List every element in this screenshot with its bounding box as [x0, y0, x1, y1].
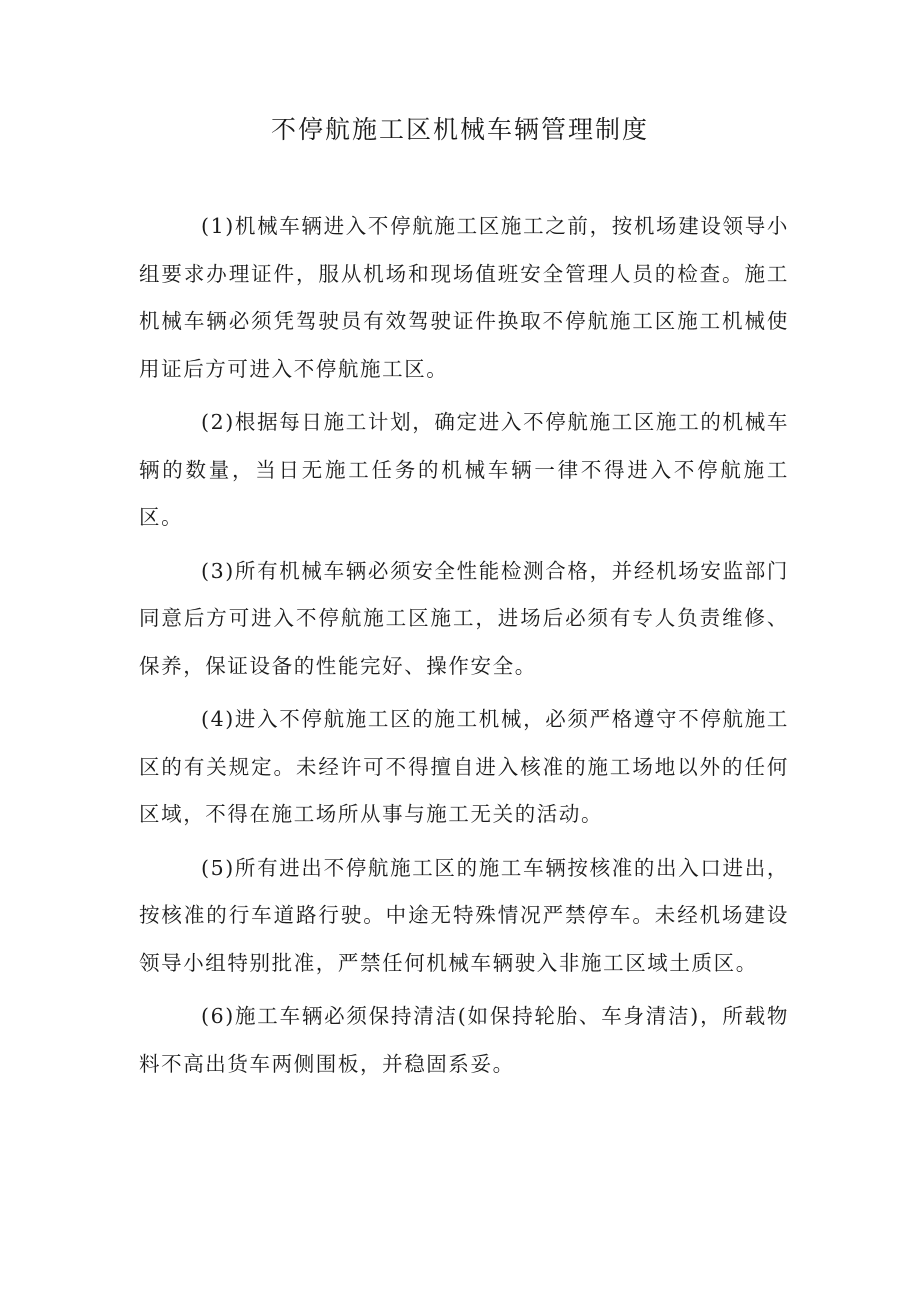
paragraph-4: (4)进入不停航施工区的施工机械，必须严格遵守不停航施工区的有关规定。未经许可不得擅自进入核准的施工场地以外的任何区域，不得在施工场所从事与施工无关的活动。: [139, 707, 789, 826]
document-body: [139, 203, 789, 1094]
document-title: 不停航施工区机械车辆管理制度: [270, 115, 649, 144]
paragraph-6: (6)施工车辆必须保持清洁(如保持轮胎、车身清洁)，所载物料不高出货车两侧围板，并稳固系妥。: [139, 1004, 789, 1076]
paragraph-5: (5)所有进出不停航施工区的施工车辆按核准的出入口进出，按核准的行车道路行驶。中途无特殊情况严禁停车。未经机场建设领导小组特别批准，严禁任何机械车辆驶入非施工区域土质区。: [139, 855, 789, 975]
paragraph-3: (3)所有机械车辆必须安全性能检测合格，并经机场安监部门同意后方可进入不停航施工区施工，进场后必须有专人负责维修、保养，保证设备的性能完好、操作安全。: [139, 558, 789, 678]
paragraph-1: (1)机械车辆进入不停航施工区施工之前，按机场建设领导小组要求办理证件，服从机场和现场值班安全管理人员的检查。施工机械车辆必须凭驾驶员有效驾驶证件换取不停航施工区施工机械使用证后方可进入不停航施工区。: [139, 214, 789, 381]
paragraph-2: (2)根据每日施工计划，确定进入不停航施工区施工的机械车辆的数量，当日无施工任务的机械车辆一律不得进入不停航施工区。: [139, 410, 789, 529]
